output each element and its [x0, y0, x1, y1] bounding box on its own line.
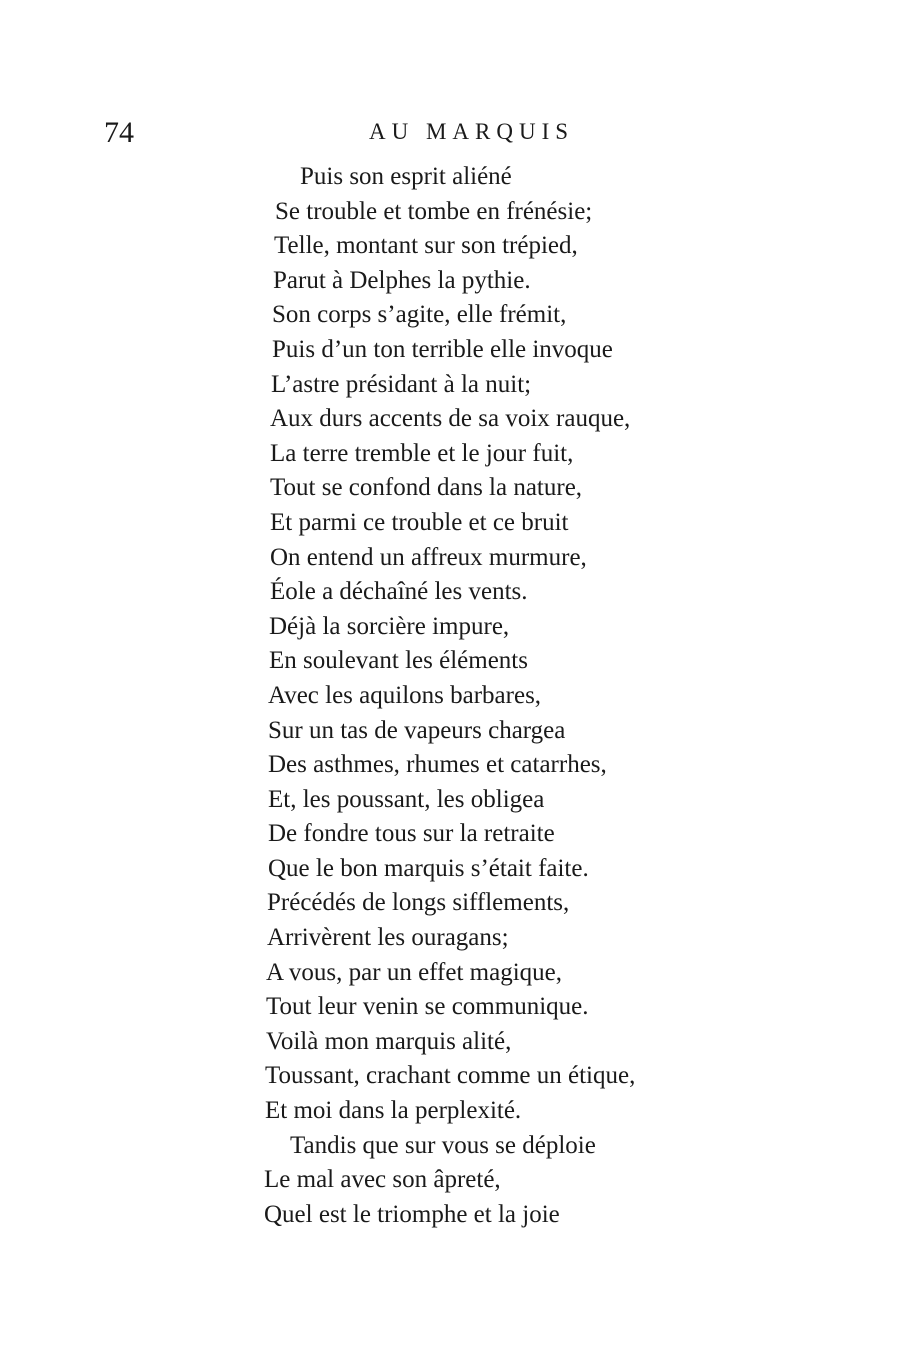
verse-line: Et, les poussant, les obligea	[268, 785, 545, 813]
verse-line: Déjà la sorcière impure,	[269, 612, 510, 640]
verse-line: Le mal avec son âpreté,	[264, 1166, 501, 1194]
verse-line: Voilà mon marquis alité,	[266, 1027, 512, 1055]
verse-line: A vous, par un effet magique,	[266, 958, 562, 986]
verse-line: Se trouble et tombe en frénésie;	[275, 197, 593, 225]
verse-line: Parut à Delphes la pythie.	[273, 266, 531, 294]
verse-line: Tandis que sur vous se déploie	[290, 1131, 596, 1159]
verse-line: Telle, montant sur son trépied,	[274, 232, 578, 260]
verse-line: Arrivèrent les ouragans;	[267, 924, 509, 952]
verse-line: Puis son esprit aliéné	[300, 163, 512, 190]
verse-line: Sur un tas de vapeurs chargea	[268, 716, 566, 744]
verse-line: Des asthmes, rhumes et catarrhes,	[268, 751, 607, 779]
verse-line: Son corps s’agite, elle frémit,	[272, 301, 567, 329]
verse-line: Aux durs accents de sa voix rauque,	[270, 405, 631, 433]
verse-line: En soulevant les éléments	[269, 647, 528, 675]
verse-line: Que le bon marquis s’était faite.	[268, 854, 589, 882]
verse-line: Toussant, crachant comme un étique,	[265, 1062, 636, 1090]
page-number: 74	[104, 116, 134, 149]
poem-stanza	[0, 160, 900, 1232]
verse-line: Quel est le triomphe et la joie	[264, 1200, 560, 1228]
running-head: AU MARQUIS	[369, 119, 575, 144]
verse-line: Puis d’un ton terrible elle invoque	[272, 335, 613, 363]
verse-line: Avec les aquilons barbares,	[268, 681, 542, 709]
verse-line: De fondre tous sur la retraite	[268, 820, 555, 848]
verse-line: Et moi dans la perplexité.	[265, 1097, 522, 1125]
verse-line: La terre tremble et le jour fuit,	[270, 439, 574, 467]
verse-line: Et parmi ce trouble et ce bruit	[270, 508, 569, 536]
verse-line: On entend un affreux murmure,	[270, 543, 587, 571]
verse-line: Éole a déchaîné les vents.	[270, 578, 528, 606]
verse-line: L’astre présidant à la nuit;	[271, 370, 532, 398]
verse-line: Précédés de longs sifflements,	[267, 889, 570, 917]
verse-line: Tout leur venin se communique.	[266, 993, 589, 1021]
verse-line: Tout se confond dans la nature,	[270, 474, 583, 502]
